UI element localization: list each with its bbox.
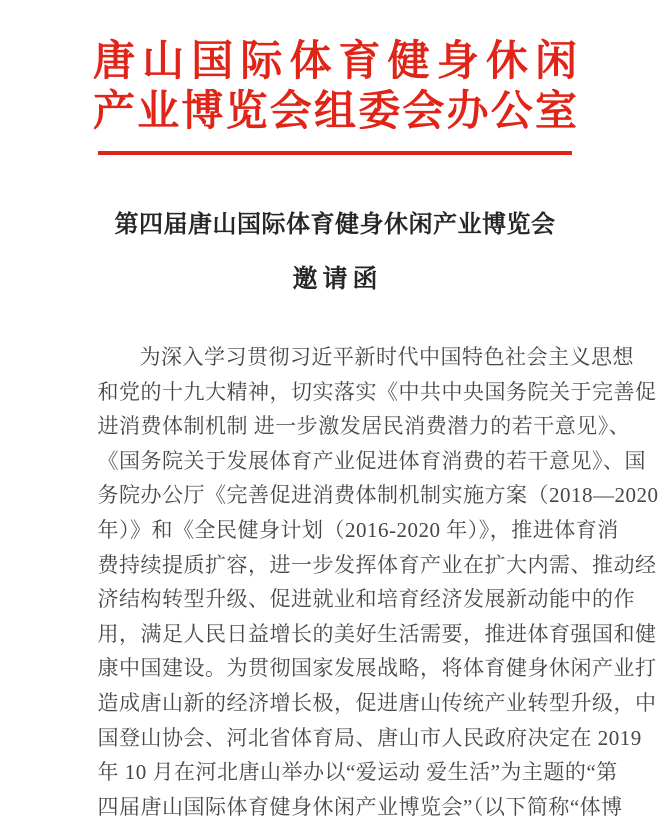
letterhead [0, 37, 670, 137]
body-line: 康中国建设。为贯彻国家发展战略，将体育健身休闲产业打 [97, 656, 657, 681]
letterhead-line-1: 唐山国际体育健身休闲 [93, 39, 577, 85]
body-line: 济结构转型升级、促进就业和培育经济发展新动能中的作 [97, 587, 635, 612]
body-line: 用，满足人民日益增长的美好生活需要，推进体育强国和健 [97, 621, 657, 646]
body-line: 为深入学习贯彻习近平新时代中国特色社会主义思想 [139, 345, 634, 369]
body-line: 务院办公厅《完善促进消费体制机制实施方案（2018—2020 [97, 483, 659, 508]
body-line: 《国务院关于发展体育产业促进体育消费的若干意见》、国 [97, 448, 646, 473]
body-paragraph [97, 340, 659, 823]
body-line: 费持续提质扩容，进一步发挥体育产业在扩大内需、推动经 [97, 552, 657, 577]
body-line: 造成唐山新的经济增长极，促进唐山传统产业转型升级，中 [97, 690, 657, 715]
document-title: 第四届唐山国际体育健身休闲产业博览会 [114, 212, 556, 238]
body-line: 国登山协会、河北省体育局、唐山市人民政府决定在 2019 [97, 725, 642, 750]
letterhead-line-2: 产业博览会组委会办公室 [93, 89, 577, 135]
body-line: 年）》和《全民健身计划（2016-2020 年）》，推进体育消 [97, 517, 619, 542]
body-line: 四届唐山国际体育健身休闲产业博览会”（以下简称“体博 [97, 794, 623, 819]
body-line: 和党的十九大精神，切实落实《中共中央国务院关于完善促 [97, 379, 657, 404]
body-line: 进消费体制机制 进一步激发居民消费潜力的若干意见》、 [97, 414, 631, 439]
document-subtitle: 邀请函 [292, 266, 383, 293]
body-line: 年 10 月在河北唐山举办以“爱运动 爱生活”为主题的“第 [97, 760, 618, 785]
red-divider-rule [98, 151, 572, 155]
